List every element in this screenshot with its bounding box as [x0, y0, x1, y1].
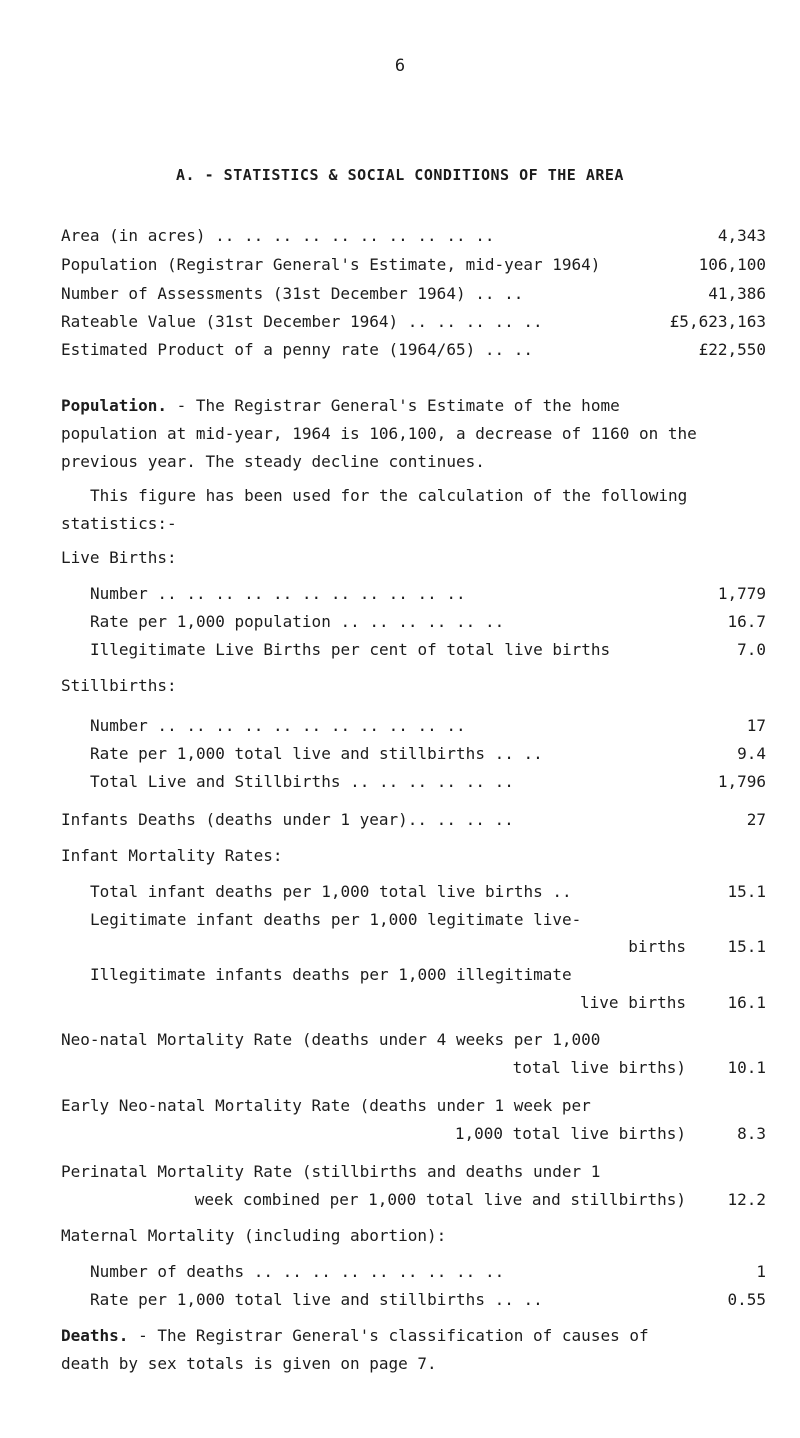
- row-value: 0.55: [727, 1290, 766, 1309]
- paragraph-line: population at mid-year, 1964 is 106,100, a decrease of 1160 on the: [61, 424, 697, 443]
- paragraph-line: This figure has been used for the calculation of the following: [90, 486, 688, 505]
- row-label: Neo-natal Mortality Rate (deaths under 4 weeks per 1,000: [61, 1030, 601, 1049]
- row-label: Number .. .. .. .. .. .. .. .. .. .. ..: [90, 716, 466, 735]
- live-births-heading: Live Births:: [61, 548, 177, 567]
- row-label: Number .. .. .. .. .. .. .. .. .. .. ..: [90, 584, 466, 603]
- row-label: Number of deaths .. .. .. .. .. .. .. .. ..: [90, 1262, 505, 1281]
- paragraph-line: - The Registrar General's Estimate of the home: [166, 396, 620, 415]
- row-label: total live births): [512, 1058, 686, 1077]
- early-neonatal-rate-cont: [0, 1124, 800, 1146]
- row-label: Rate per 1,000 total live and stillbirths .. ..: [90, 744, 543, 763]
- paragraph-line: - The Registrar General's classification of causes of: [128, 1326, 649, 1345]
- summary-row-penny-rate: [0, 340, 800, 362]
- row-label: Rate per 1,000 total live and stillbirths .. ..: [90, 1290, 543, 1309]
- row-value: 10.1: [727, 1058, 766, 1077]
- infant-deaths: [0, 810, 800, 832]
- summary-row-area: [0, 226, 800, 248]
- row-value: £22,550: [698, 340, 766, 359]
- maternal-rate: [0, 1290, 800, 1312]
- row-value: 1,796: [717, 772, 766, 791]
- paragraph-line: statistics:-: [61, 514, 177, 533]
- live-births-illegitimate: [0, 640, 800, 662]
- page-number: 6: [394, 56, 406, 76]
- row-value: 17: [746, 716, 766, 735]
- row-value: 15.1: [727, 882, 766, 901]
- paragraph-line: death by sex totals is given on page 7.: [61, 1354, 437, 1373]
- live-births-rate: [0, 612, 800, 634]
- row-value: 8.3: [737, 1124, 766, 1143]
- paragraph-line: previous year. The steady decline continues.: [61, 452, 485, 471]
- row-value: 4,343: [717, 226, 766, 245]
- row-label: Rateable Value (31st December 1964) .. .. .. .. ..: [61, 312, 543, 331]
- row-value: 27: [746, 810, 766, 829]
- row-label: Population (Registrar General's Estimate, mid-year 1964): [61, 255, 601, 274]
- infant-mortality-legitimate-cont: [0, 937, 800, 959]
- maternal-heading: Maternal Mortality (including abortion):: [61, 1226, 447, 1245]
- maternal-deaths: [0, 1262, 800, 1284]
- stillbirths-heading: Stillbirths:: [61, 676, 177, 695]
- infant-mortality-heading: Infant Mortality Rates:: [61, 846, 283, 865]
- live-births-number: [0, 584, 800, 606]
- row-label: Total Live and Stillbirths .. .. .. .. .. ..: [90, 772, 514, 791]
- row-label: Infants Deaths (deaths under 1 year).. .. .. ..: [61, 810, 514, 829]
- row-label: 1,000 total live births): [454, 1124, 686, 1143]
- section-heading: A. - STATISTICS & SOCIAL CONDITIONS OF THE AREA: [176, 166, 624, 184]
- row-value: 7.0: [737, 640, 766, 659]
- row-label: Perinatal Mortality Rate (stillbirths and deaths under 1: [61, 1162, 601, 1181]
- stillbirths-total: [0, 772, 800, 794]
- row-label: Illegitimate Live Births per cent of total live births: [90, 640, 611, 659]
- row-value: 41,386: [708, 284, 766, 303]
- row-value: 106,100: [698, 255, 766, 274]
- paragraph-lead: Population.: [61, 396, 167, 415]
- paragraph-lead: Deaths.: [61, 1326, 129, 1345]
- stillbirths-number: [0, 716, 800, 738]
- row-label: Early Neo-natal Mortality Rate (deaths under 1 week per: [61, 1096, 591, 1115]
- row-label: Area (in acres) .. .. .. .. .. .. .. .. .. ..: [61, 226, 495, 245]
- summary-row-population: [0, 255, 800, 277]
- infant-mortality-illegitimate-cont: [0, 993, 800, 1015]
- row-label: Number of Assessments (31st December 1964) .. ..: [61, 284, 524, 303]
- summary-row-rateable: [0, 312, 800, 334]
- row-value: 16.7: [727, 612, 766, 631]
- row-value: 1,779: [717, 584, 766, 603]
- row-value: 16.1: [727, 993, 766, 1012]
- population-paragraph: [61, 396, 781, 415]
- row-value: 15.1: [727, 937, 766, 956]
- neonatal-rate-cont: [0, 1058, 800, 1080]
- row-value: 1: [756, 1262, 766, 1281]
- row-label: live births: [580, 993, 686, 1012]
- row-label: Rate per 1,000 population .. .. .. .. .. ..: [90, 612, 505, 631]
- row-value: £5,623,163: [669, 312, 766, 331]
- row-label: Total infant deaths per 1,000 total live births ..: [90, 882, 572, 901]
- row-value: 12.2: [727, 1190, 766, 1209]
- row-label: Illegitimate infants deaths per 1,000 illegitimate: [90, 965, 572, 984]
- row-label: week combined per 1,000 total live and stillbirths): [194, 1190, 686, 1209]
- stillbirths-rate: [0, 744, 800, 766]
- infant-mortality-legitimate: [0, 910, 800, 932]
- perinatal-rate: [0, 1162, 800, 1184]
- row-value: 9.4: [737, 744, 766, 763]
- summary-row-assessments: [0, 284, 800, 306]
- infant-mortality-total: [0, 882, 800, 904]
- deaths-paragraph: [61, 1326, 781, 1345]
- row-label: births: [628, 937, 686, 956]
- row-label: Legitimate infant deaths per 1,000 legitimate live-: [90, 910, 582, 929]
- row-label: Estimated Product of a penny rate (1964/65) .. ..: [61, 340, 534, 359]
- early-neonatal-rate: [0, 1096, 800, 1118]
- infant-mortality-illegitimate: [0, 965, 800, 987]
- perinatal-rate-cont: [0, 1190, 800, 1212]
- neonatal-rate: [0, 1030, 800, 1052]
